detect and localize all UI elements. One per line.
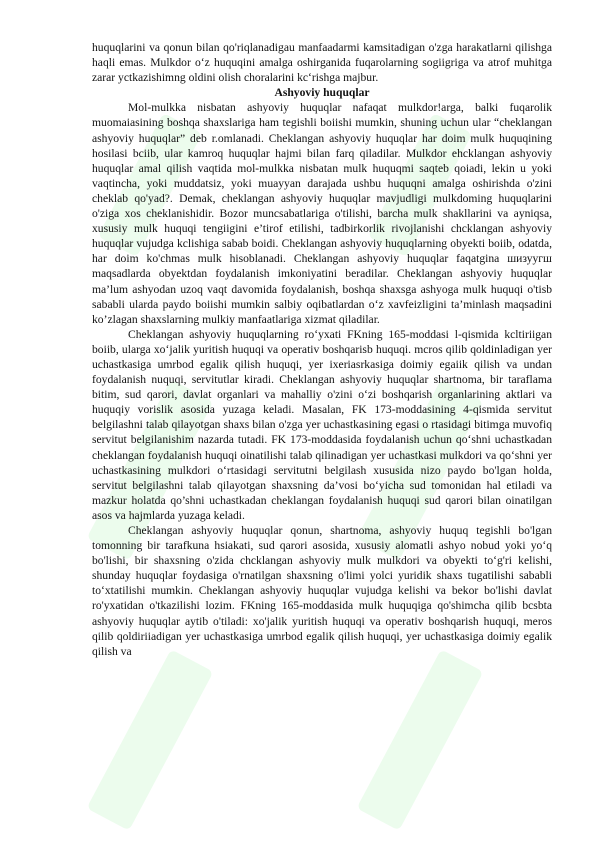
intro-paragraph: huquqlarini va qonun bilan qo'riqlanadigau manfaadarmi kamsitadigan o'zga harakatlarni qilishga haqli emas. Mulkdor o‘z huquqini amalga oshirganida fuqarolarning sogiigriga va atrof muhitga zarar yctkazishimng oldini olish choralarini kc‘rishga majbur. xyxy=(92,41,552,85)
document-page xyxy=(92,40,552,659)
paragraph-3: Cheklangan ashyoviy huquqlar qonun, shartnoma, ashyoviy huquq tegishli bo'lgan tomonning bir tarafkuna hsiakati, sud qarori asosida, xususiy alomatli ashyo nobud yoki yo‘q bo'lishi, bir shaxsning o'zida chcklangan ashyoviy mulk mulkdori va obyekti to‘g'ri kelishi, shunday huquqlar foydasiga o'rnatilgan shaxsning o'limi yolci yuridik shaxs tugatilishi sababli to‘xtatilishi mumkin. Cheklangan ashyoviy huquqlar vujudga kelishi va bekor bo'lishi davlat ro'yxatidan o'tkazilishi lozim. FKning 165-moddasida mulk huquqiga qo'shimcha qilib bcsbta ashyoviy huquqlar aytib o'tiladi: xo'jalik yuritish huquqi va operativ boshqarish huquqi, meros qilib qoldiriiadigan yer uchastkasiga umrbod egalik qilish huquqi, yer uchastkasiga doimiy egalik qilish va xyxy=(92,524,552,658)
paragraph-2: Cheklangan ashyoviy huquqlarning ro‘yxati FKning 165-moddasi l-qismida kcltiriigan boiib, ularga xo‘jalik yuritish huquqi va operativ boshqarisb huquqi. mcros qilib qoldinladigan yer uchastkasiga umrbod egalik qilish huquqi, yer ixeriasrkasiga doimiy egaiik qilish va undan foydalanish nuquqi, servitutlar kiradi. Cheklangan ashyoviy huquqlar shartnoma, bir taraflama bitim, sud qarori, davlat organlari va mahalliy o'zini o‘zi boshqarish organlarining aktlari va huquqiy vorislik asosida yuzaga keladi. Masalan, FK 173-moddasining 4-qismida servitut belgilashni talab qilayotgan shaxs bilan o'zga yer uchastkasining egasi o rtasidagi bitimga muvofiq servitut belgilanishim nazarda tutadi. FK 173-moddasida foydalanish uchun qo‘shni uchastkadan cheklangan foydalanish huquqi oinatilishi talab qilinadigan yer uchastkasi mulkdori va qo‘shni yer uchastkasining mulkdori o‘rtasidagi servitutni belgilash xususida nizo paydo bo'lgan holda, servitut belgilashni talab qilayotgan shaxsning da’vosi bo‘yicha sud tomonidan hal etiladi va mazkur holatda qo’shni uchastkadan cheklangan foydalanish huquqi sud qarori bilan oinatilgan asos va hajmlarda yuzaga keladi. xyxy=(92,327,552,522)
section-heading: Ashyoviy huquqlar xyxy=(274,86,370,100)
paragraph-1: Mol-mulkka nisbatan ashyoviy huquqlar nafaqat mulkdor!arga, balki fuqarolik muomaiasining boshqa shaxslariga ham tegishli boiishi mumkin, shuning uchun ular “cheklangan ashyoviy huquqlar” deb r.omlanadi. Cheklangan ashyoviy huquqlar har doim mulk huquqining hosilasi bciib, ular kamroq huquqlar hajmi bilan farq qiladilar. Mulkdor ehcklangan ashyoviy huquqlar amal qilish vaqtida mol-mulkka nisbatan mulk huquqmi saqteb qoiadi, lekin u yoki vaqtincha, yoki muddatsiz, yoki muayyan darajada ushbu huquqni amalga oshirishda o'zini cheklab qo'yad?. Demak, cheklangan ashyoviy huquqlar mavjudligi mulkdoming huquqlarini o'ziga xos cheklanishidir. Bozor muncsabatlariga o'tilishi, barcha mulk shakllarini va ayniqsa, xususiy mulk huquqi tengiigini e’tirof etilishi, tadbirkorlik rivojlanishi chcklangan ashyoviy huquqlar vujudga kclishiga sabab boidi. Cheklangan ashyoviy huquqlarning obyekti boiib, odatda, har doim ko'chmas mulk hisoblanadi. Cheklangan ashyoviy huquqlar faqatgina шизуугш maqsadlarda obyektdan foydalanish imkoniyatini beradilar. Cheklangan ashyoviy huquqlar ma’lum ashyodan uzoq vaqt davomida foydalanish, boshqa shaxsga ashyoga mulk huquqi o'tisb sababli ularda paydo boiishi mumkin salbiy oqibatlardan o‘z xavfeizligini ta’minlash maqsadini ko’zlagan shaxslarning mulkiy manfaatlariga xizmat qiladilar. xyxy=(92,101,552,326)
